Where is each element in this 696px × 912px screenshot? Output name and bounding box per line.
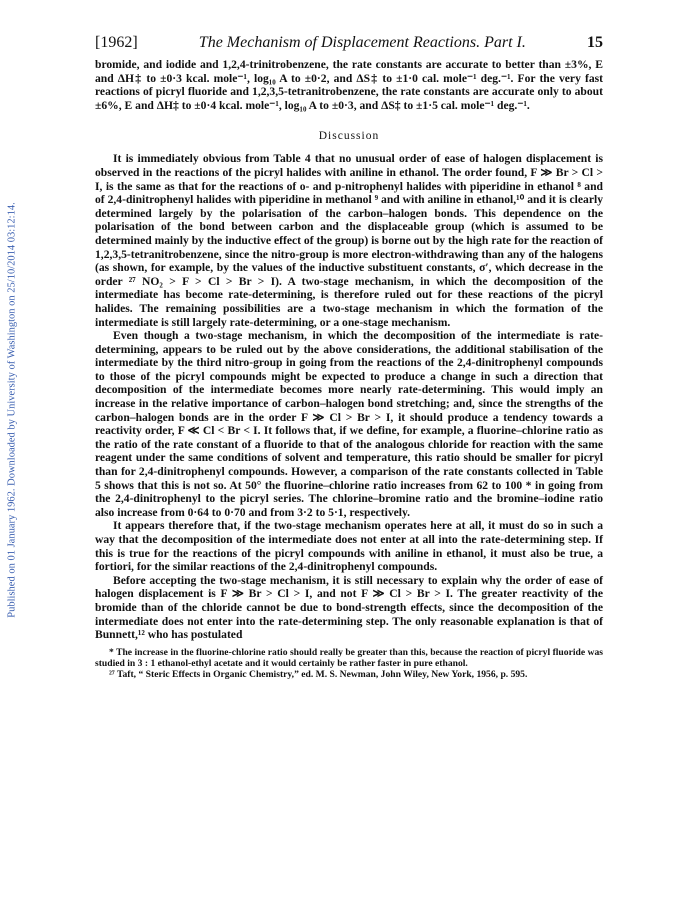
header-year: [1962] xyxy=(95,34,138,51)
footnote: * The increase in the fluorine-chlorine ratio should really be greater than this, because the reaction of picryl fluoride was studied in 3 : 1 ethanol-ethyl acetate and it would certainly be rather faster in pure ethanol. xyxy=(95,646,603,669)
body-paragraph: Before accepting the two-stage mechanism, it is still necessary to explain why the order of ease of halogen displacement is F ≫ Br > Cl > I, and not F ≫ Cl > Br > I. The greater reactivity of the bromide than of the chloride cannot be due to bond-strength effects, since the decomposition of the intermediate does not enter into the rate-determining step. The only reasonable explanation is that of Bunnett,¹² who has postulated xyxy=(95,573,603,642)
footnote: ²⁷ Taft, “ Steric Effects in Organic Chemistry,” ed. M. S. Newman, John Wiley, New York, 1956, p. 595. xyxy=(109,669,528,681)
continuation-paragraph: bromide, and iodide and 1,2,4-trinitrobenzene, the rate constants are accurate to better than ±3%, E and ΔH‡ to ±0·3 kcal. mole⁻¹, log₁₀ A to ±0·2, and ΔS‡ to ±1·0 cal. mole⁻¹ deg.⁻¹. For the very fast reactions of picryl fluoride and 1,2,3,5-tetranitrobenzene, the rate constants are accurate only to about ±6%, E and ΔH‡ to ±0·4 kcal. mole⁻¹, log₁₀ A to ±0·3, and ΔS‡ to ±1·5 cal. mole⁻¹ deg.⁻¹. xyxy=(95,58,603,112)
discussion-body xyxy=(95,152,603,641)
page-content xyxy=(95,34,603,680)
header-title: The Mechanism of Displacement Reactions. Part I. xyxy=(198,34,526,51)
section-heading: Discussion xyxy=(318,130,380,143)
body-paragraph: It is immediately obvious from Table 4 that no unusual order of ease of halogen displacement is observed in the reactions of the picryl halides with aniline in ethanol. The order found, F ≫ Br > Cl > I, is the same as that for the reactions of o- and p-nitrophenyl halides with piperidine in ethanol ⁸ and of 2,4-dinitrophenyl halides with piperidine in methanol ⁹ and with aniline in ethanol,¹⁰ and it is clearly determined largely by the polarisation of the carbon–halogen bonds. This dependence on the polarisation of the bond between carbon and the displaceable group (which is assumed to be determined mainly by the inductive effect of the group) is borne out by the high rate for the reaction of 1,2,3,5-tetranitrobenzene, since the nitro-group is more electron-withdrawing than any of the halogens (as shown, for example, by the values of the inductive substituent constants, σ′, which decrease in the order ²⁷ NO₂ > F > Cl > Br > I). A two-stage mechanism, in which the decomposition of the intermediate has become rate-determining, is therefore ruled out for these reactions of the picryl halides. The remaining possibilities are a two-stage mechanism in which the formation of the intermediate is still largely rate-determining, or a one-stage mechanism. xyxy=(95,152,603,329)
publication-sidebar xyxy=(6,130,18,690)
page-number: 15 xyxy=(586,34,603,51)
publication-note: Published on 01 January 1962. Downloaded by University of Washington on 25/10/2014 03:12:14. xyxy=(6,202,18,618)
body-paragraph: Even though a two-stage mechanism, in which the decomposition of the intermediate is rate-determining, appears to be ruled out by the above considerations, the additional stabilisation of the intermediate by the third nitro-group in going from the reactions of the 2,4-dinitrophenyl compounds to those of the picryl compounds might be expected to produce a change in such a direction that decomposition of the intermediate becomes more nearly rate-determining. This would imply an increase in the relative importance of carbon–halogen bond stretching; and, since the strengths of the carbon–halogen bonds are in the order F ≫ Cl > Br > I, it should produce a tendency towards a reactivity order, F ≪ Cl < Br < I. It follows that, if we define, for example, a fluorine–chlorine ratio as the ratio of the rate constant of a fluoride to that of the analogous chloride for reaction with the same reagent under the same conditions of solvent and temperature, this ratio should be smaller for picryl than for 2,4-dinitrophenyl compounds. However, a comparison of the rate constants collected in Table 5 shows that this is not so. At 50° the fluorine–chlorine ratio increases from 62 to 100 * in going from the 2,4-dinitrophenyl to the picryl series. The chlorine–bromine ratio and the bromine–iodine ratio also increase from 0·64 to 0·70 and from 3·2 to 5·1, respectively. xyxy=(95,329,603,519)
body-paragraph: It appears therefore that, if the two-stage mechanism operates here at all, it must do so in such a way that the decomposition of the intermediate does not enter at all into the rate-determining step. If this is true for the reactions of the picryl compounds with aniline in ethanol, it must also be true, a fortiori, for the similar reactions of the 2,4-dinitrophenyl compounds. xyxy=(95,519,603,574)
footnotes xyxy=(95,647,603,681)
running-header xyxy=(95,34,603,52)
